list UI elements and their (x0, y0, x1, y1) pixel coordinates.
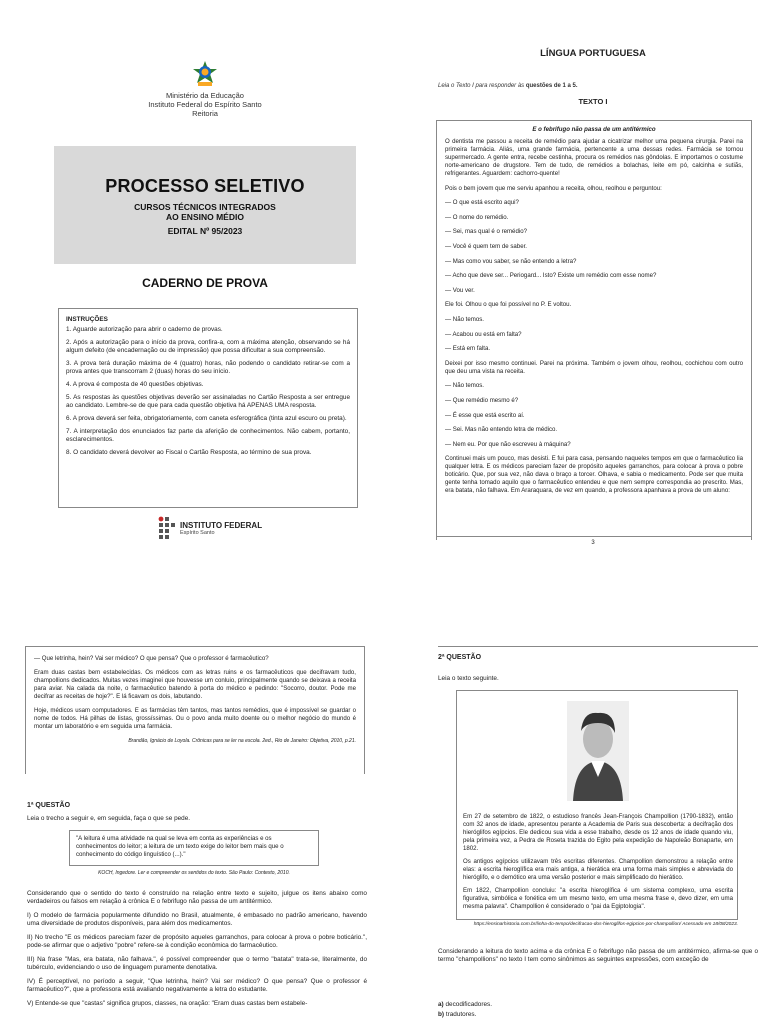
champollion-box (456, 690, 738, 920)
champollion-paragraph: Em 1822, Champollion concluiu: "a escrita hieroglífica é um sistema complexo, uma escrita figurativa, simbólica e fonética em um mesmo texto, em uma mesma frase e, devo dizer, em uma mesma palavra". Champollion é considerado o "pai da Egiptologia". (463, 887, 733, 910)
title-band (54, 146, 356, 264)
text-paragraph: Continuei mais um pouco, mas desisti. E fui para casa, pensando naqueles tempos em que o farmacêutico lia qualquer letra. E os médicos pareciam fazer de propósito aqueles garranchos, para colocar à prova o pobre boticário. Que, por sua vez, não dava o braço a torcer. Olhava, e sabia o medicamento. Pode ser que muita gente tenha tomado aquilo que o farmacêutico entendeu e que nem sempre correspondia ao prescrito. Mas, era batata, não falhava. Em Araraquara, de vez em quando, a professora apanhava a prova de um aluno: (445, 455, 743, 495)
brazil-coat-of-arms-icon (192, 60, 218, 88)
question-2-heading: 2ª QUESTÃO (438, 654, 482, 661)
text-paragraph: Pois o bem jovem que me serviu apanhou a receita, olhou, reolhou e perguntou: (445, 184, 662, 192)
instruction-item: 6. A prova deverá ser feita, obrigatoriamente, com caneta esferográfica (tinta azul escuro ou preta). (66, 415, 347, 422)
if-logo-sub: Espírito Santo (180, 529, 215, 536)
text-paragraph: — Acabou ou está em falta? (445, 330, 522, 338)
text-paragraph: — Mas como vou saber, se não entendo a letra? (445, 257, 577, 265)
text-paragraph: Hoje, médicos usam computadores. E as farmácias têm tantos, mas tantos remédios, que é impossível se guardar o nome de todos. Há pilhas de listas, grossíssimas. Ou o povo anda muito doente ou o melhor negócio do mundo é montar um laboratório e em seguida uma farmácia. (34, 707, 356, 730)
champollion-text (463, 813, 733, 916)
reading-lead (438, 83, 578, 89)
text-title: E o febrifugo não passa de um antitérmico (532, 126, 656, 133)
text-paragraph: — Você é quem tem de saber. (445, 242, 527, 250)
caderno-title: CADERNO DE PROVA (142, 276, 268, 290)
lead-text: Leia o Texto I para responder às (438, 83, 525, 89)
question-1-item: V) Entende-se que "castas" significa grupos, classes, na oração: "Eram duas castas bem estabele- (27, 1000, 308, 1007)
koch-citation: KOCH, Ingedore. Ler e compreender os sentidos do texto. São Paulo: Contexto, 2010. (98, 870, 290, 876)
ministry-name: Ministério da Educação (166, 91, 244, 100)
text-paragraph: — Não temos. (445, 382, 484, 390)
question-1-item: II) No trecho "E os médicos pareciam fazer de propósito aqueles garranchos, para colocar à prova o pobre boticário.", pode-se afirmar que o adjetivo "pobre" refere-se à condição econômica do farmacêutico. (27, 934, 367, 949)
text-paragraph: Eram duas castas bem estabelecidas. Os médicos com as letras ruins e os farmacêuticos que decifravam tudo, champollions dedicados. Muitas vezes imaginei que houvesse um conluio, principalmente quando se deixava a receita para aviar. Na calada da noite, o farmacêutico batendo à porta do médico e pedindo: "Socorro, doutor. Pode me decifrar as receitas de hoje?". E lá ficavam os dois, labutando. (34, 669, 356, 700)
page-divider (436, 536, 752, 537)
instructions-box (58, 308, 358, 508)
instructions-heading: INSTRUÇÕES (66, 316, 108, 323)
text-paragraph: — O que está escrito aqui? (445, 199, 519, 207)
question-1-page (25, 640, 370, 1024)
ministry-header (40, 60, 370, 118)
institute-name: Instituto Federal do Espírito Santo (148, 100, 262, 109)
texto-i-box (436, 120, 752, 540)
koch-quote: "A leitura é uma atividade na qual se leva em conta as experiências e os conhecimentos do leitor; a leitura de um texto exige do leitor bem mais que o conhecimento do código linguístico (...)." (69, 830, 319, 866)
page-number: 3 (591, 540, 595, 546)
text-citation: Brandão, Ignácio de Loyola. Crônicas para se ler na escola. 2ed., Rio de Janeiro: Objetiva, 2010, p.21. (128, 738, 356, 744)
instruction-item: 5. As respostas às questões objetivas deverão ser assinaladas no Cartão Resposta a ser entregue ao candidato. Lembre-se de que para cada questão objetiva há APENAS UMA resposta. (66, 394, 350, 409)
if-logo (158, 516, 262, 540)
question-2-page (428, 640, 768, 1024)
instruction-item: 3. A prova terá duração máxima de 4 (quatro) horas, não podendo o candidato retirar-se com a prova antes que transcorram 2 (duas) horas do seu início. (66, 360, 350, 375)
champollion-paragraph: Os antigos egípcios utilizavam três escritas diferentes. Champollion demonstrou a relação entre elas: a escrita hieroglífica era mais antiga, a hierática era uma forma mais simples e abreviada do hieróglifo, e o demótico era uma versão posterior e mais simplificado do hierático. (463, 858, 733, 881)
champollion-portrait-icon (567, 701, 629, 801)
text-paragraph: Deixei por isso mesmo continuei. Parei na próxima. Também o jovem olhou, reolhou, cochichou com outro que deu uma vista na receita. (445, 359, 743, 375)
text-paragraph: O dentista me passou a receita de remédio para ajudar a cicatrizar melhor uma pequena cirurgia. Parei na primeira farmácia. Aliás, uma grande farmácia, pertencente a uma dessas redes. Farmácia se tornou supermercado. A gente entra, recebe cestinha, procura os remédios nas gôndolas. E importamos o costume norte-americano de drugstore. Tem de tudo, de remédios a bolachas, leite em pó, calcinha e sutiãs, refrigerantes. Aguardem: cachorro-quente! (445, 138, 743, 177)
texto-i-page (428, 40, 758, 560)
question-1-item: III) Na frase "Mas, era batata, não falhava.", é possível compreender que o termo "batata" trata-se, literalmente, do tubérculo, evidenciando o uso de linguagem puramente denotativa. (27, 956, 367, 971)
question-2-options (438, 1000, 492, 1020)
text-paragraph: Ele foi. Olhou o que foi possível no P. E voltou. (445, 301, 572, 309)
instruction-item: 8. O candidato deverá devolver ao Fiscal o Cartão Resposta, ao término de sua prova. (66, 449, 312, 456)
question-1-body (27, 890, 367, 1014)
text-paragraph: — Vou ver. (445, 286, 475, 294)
source-citation: https://ensinarhistoria.com.br/linha-do-tempo/decifracao-dos-hieroglifos-egipcios-por-champollion/ Acessado em 18/08/2023. (473, 922, 738, 927)
question-1-item: I) O modelo de farmácia popularmente difundido no Brasil, atualmente, é embasado no padrão americano, havendo uma diversidade de produtos disponíveis, para além dos medicamentos. (27, 912, 367, 927)
question-1-item: IV) É perceptível, no período a seguir, "Que letrinha, hein? Vai ser médico? O que pensa? Que o professor é farmacêutico?", que a professora está avaliando negativamente a letra do estudante. (27, 978, 367, 993)
question-1-intro: Leia o trecho a seguir e, em seguida, faça o que se pede. (27, 815, 191, 822)
text-paragraph: — O nome do remédio. (445, 213, 509, 221)
instruction-item: 1. Aguarde autorização para abrir o caderno de provas. (66, 326, 223, 333)
if-logo-name: INSTITUTO FEDERAL (180, 520, 263, 530)
office-name: Reitoria (192, 109, 218, 118)
page-divider (438, 646, 758, 647)
cover-page (40, 40, 370, 560)
question-1-heading: 1ª QUESTÃO (27, 802, 71, 809)
texto-i-continuation (25, 646, 365, 774)
instruction-item: 4. A prova é composta de 40 questões objetivas. (66, 381, 204, 388)
exam-title: PROCESSO SELETIVO (105, 176, 305, 196)
question-1-prompt: Considerando que o sentido do texto é construído na relação entre texto e sujeito, julgue os itens abaixo como verdadeiros ou falsos em relação à crônica E o febrifugo não passa de um antitérmico. (27, 890, 367, 905)
text-paragraph: — Não temos. (445, 315, 484, 323)
exam-subtitle-2: AO ENSINO MÉDIO (166, 212, 244, 222)
text-paragraph: — É esse que está escrito aí. (445, 411, 525, 419)
option-a[interactable] (438, 1000, 492, 1010)
option-b[interactable] (438, 1010, 492, 1020)
question-2-prompt: Considerando a leitura do texto acima e da crônica E o febrifugo não passa de um antitérmico, afirma-se que o termo "champollions" no texto I tem como sinônimos as seguintes expressões, com exceção de (438, 948, 758, 963)
champollion-paragraph: Em 27 de setembro de 1822, o estudioso francês Jean-François Champollion (1790-1832), então com 32 anos de idade, apresentou perante a Academia de Paris sua descoberta: a decifração dos hieróglifos egípcios. Ele dedicou sua vida a esse trabalho, desde os 12 anos de idade quando viu, pela primeira vez, a Pedra de Roseta trazida do Egito pela expedição de Napoleão Bonaparte, em 1802. (463, 813, 733, 852)
text-paragraph: — Que remédio mesmo é? (445, 396, 519, 404)
text-paragraph: — Sei, mas qual é o remédio? (445, 228, 527, 236)
text-paragraph: — Sei. Mas não entendo letra de médico. (445, 426, 558, 434)
option-text: decodificadores. (445, 1001, 493, 1008)
option-letter: a) (438, 1001, 444, 1008)
text-paragraph: — Que letrinha, hein? Vai ser médico? O que pensa? Que o professor é farmacêutico? (34, 655, 269, 662)
option-text: tradutores. (445, 1011, 477, 1018)
instruction-item: 7. A interpretação dos enunciados faz parte da aferição de conhecimentos. Não cabem, portanto, esclarecimentos. (66, 428, 350, 443)
question-2-intro: Leia o texto seguinte. (438, 675, 499, 682)
instruction-item: 2. Após a autorização para o início da prova, confira-a, com a máxima atenção, observando se há algum defeito (de encadernação ou de impressão) que possa dificultar a sua compreensão. (66, 339, 350, 354)
if-grid-icon (158, 516, 176, 540)
text-paragraph: — Nem eu. Por que não escreveu à máquina? (445, 440, 571, 448)
exam-subtitle-1: CURSOS TÉCNICOS INTEGRADOS (134, 202, 276, 212)
option-letter: b) (438, 1011, 445, 1018)
lead-range: questões de 1 a 5. (525, 83, 578, 89)
subject-header: LÍNGUA PORTUGUESA (540, 48, 646, 59)
text-paragraph: — Está em falta. (445, 345, 491, 353)
text-paragraph: — Acho que deve ser... Periogard... Isto? Existe um remédio com esse nome? (445, 272, 657, 280)
texto-label: TEXTO I (578, 97, 608, 106)
edital-number: EDITAL Nº 95/2023 (167, 226, 243, 236)
